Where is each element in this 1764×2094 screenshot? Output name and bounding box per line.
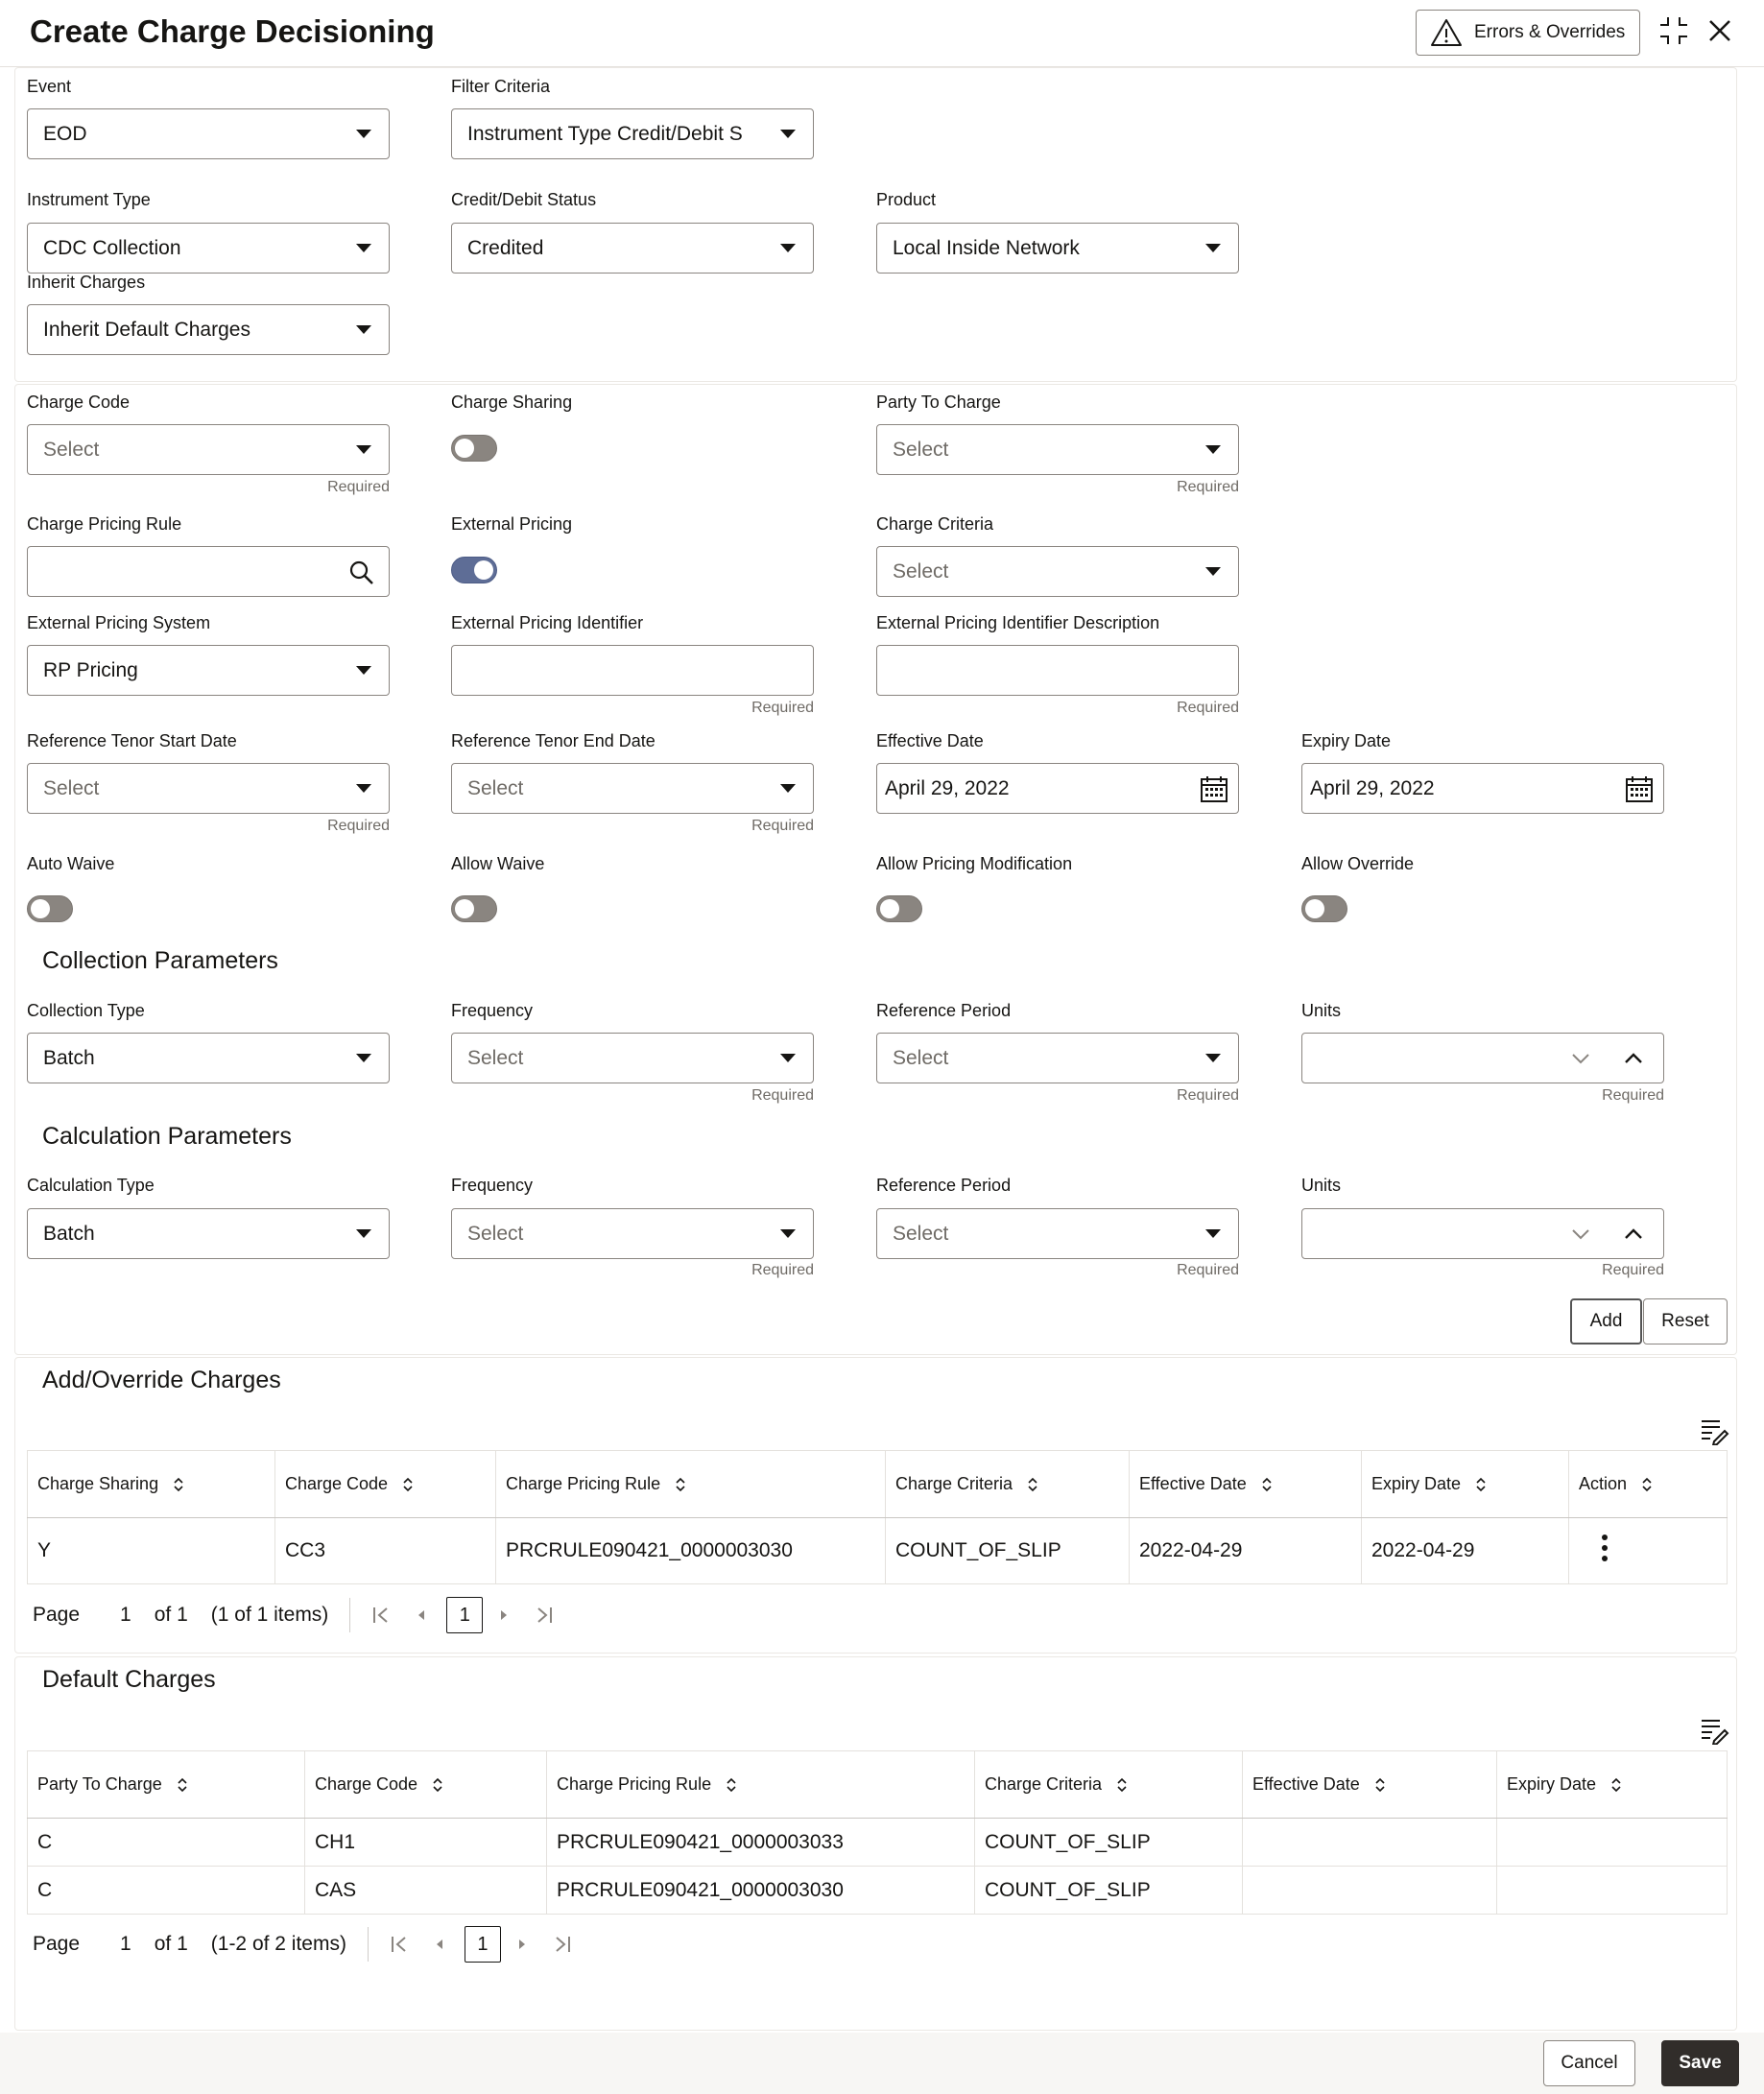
allow-override-label: Allow Override	[1301, 854, 1415, 873]
sort-icon[interactable]	[172, 1475, 185, 1494]
first-page-icon[interactable]	[369, 1604, 393, 1627]
external-pricing-identifier-desc-label: External Pricing Identifier Description	[876, 613, 1160, 632]
add-override-pager	[33, 1597, 556, 1633]
cancel-button[interactable]: Cancel	[1543, 2040, 1635, 2086]
ref-tenor-start-required: Required	[327, 818, 390, 834]
charge-criteria-label: Charge Criteria	[876, 514, 994, 534]
table-cell: PRCRULE090421_0000003030	[496, 1518, 886, 1584]
next-page-icon[interactable]	[496, 1604, 512, 1627]
prev-page-icon[interactable]	[432, 1933, 447, 1956]
collection-ref-period-select[interactable]	[876, 1033, 1239, 1083]
save-button[interactable]: Save	[1661, 2040, 1739, 2086]
edit-columns-icon[interactable]	[1699, 1718, 1729, 1745]
footer-bar	[0, 2033, 1764, 2094]
maximize-icon[interactable]	[1657, 13, 1691, 48]
first-page-icon[interactable]	[388, 1933, 411, 1956]
pager-items-label: (1 of 1 items)	[210, 1604, 329, 1626]
chevron-down-icon	[1205, 567, 1221, 576]
column-header[interactable]	[28, 1751, 305, 1819]
collection-frequency-select[interactable]	[451, 1033, 814, 1083]
ref-tenor-end-select[interactable]	[451, 763, 814, 814]
column-header[interactable]	[275, 1451, 496, 1518]
external-pricing-identifier-input[interactable]	[451, 645, 814, 696]
expiry-date-input[interactable]	[1301, 763, 1664, 814]
table-cell: PRCRULE090421_0000003033	[547, 1819, 975, 1867]
errors-overrides-label: Errors & Overrides	[1474, 22, 1626, 42]
chevron-down-icon	[356, 1229, 371, 1238]
party-to-charge-required: Required	[1177, 479, 1239, 495]
edit-columns-icon[interactable]	[1699, 1418, 1729, 1445]
collection-frequency-placeholder: Select	[467, 1046, 524, 1069]
inherit-charges-select[interactable]	[27, 304, 390, 355]
credit-debit-status-label: Credit/Debit Status	[451, 190, 597, 209]
charge-sharing-label: Charge Sharing	[451, 393, 573, 412]
column-header[interactable]	[1130, 1451, 1362, 1518]
chevron-down-icon	[356, 1054, 371, 1062]
ref-tenor-start-label: Reference Tenor Start Date	[27, 731, 237, 750]
inherit-charges-label: Inherit Charges	[27, 273, 146, 292]
default-charges-title: Default Charges	[42, 1666, 216, 1693]
chevron-down-icon	[1205, 244, 1221, 252]
column-label: Charge Criteria	[895, 1473, 1013, 1493]
table-cell: COUNT_OF_SLIP	[975, 1867, 1243, 1915]
column-label: Charge Pricing Rule	[506, 1473, 661, 1493]
auto-waive-toggle[interactable]	[27, 895, 73, 922]
pager-page-label: Page	[33, 1604, 81, 1626]
ref-tenor-end-label: Reference Tenor End Date	[451, 731, 656, 750]
sort-icon[interactable]	[431, 1775, 444, 1795]
external-pricing-label: External Pricing	[451, 514, 573, 534]
collection-ref-period-placeholder: Select	[893, 1046, 949, 1069]
charge-criteria-placeholder: Select	[893, 559, 949, 583]
chevron-down-icon	[356, 244, 371, 252]
sort-icon[interactable]	[1609, 1775, 1623, 1795]
table-cell: CH1	[305, 1819, 547, 1867]
collection-parameters-title: Collection Parameters	[42, 947, 278, 974]
chevron-down-icon	[1205, 1229, 1221, 1238]
collection-ref-period-required: Required	[1177, 1087, 1239, 1104]
collection-units-label: Units	[1301, 1001, 1342, 1020]
instrument-type-label: Instrument Type	[27, 190, 151, 209]
default-charges-table	[27, 1750, 1728, 1915]
sort-icon[interactable]	[401, 1475, 415, 1494]
charge-code-required: Required	[327, 479, 390, 495]
column-header[interactable]	[547, 1751, 975, 1819]
column-label: Action	[1579, 1473, 1628, 1493]
page-header	[0, 0, 1764, 67]
sort-icon[interactable]	[1640, 1475, 1654, 1494]
pager-page-input[interactable]: 1	[120, 1604, 131, 1626]
pager-divider	[368, 1927, 369, 1962]
collection-units-input[interactable]	[1301, 1033, 1664, 1083]
pager-page-input[interactable]: 1	[120, 1933, 131, 1955]
pager-of-label: of 1	[154, 1604, 188, 1626]
ref-tenor-end-placeholder: Select	[467, 776, 524, 799]
calculation-type-label: Calculation Type	[27, 1176, 155, 1195]
external-pricing-system-label: External Pricing System	[27, 613, 211, 632]
chevron-down-icon	[356, 784, 371, 793]
table-cell	[1243, 1867, 1497, 1915]
warning-icon	[1430, 18, 1463, 47]
allow-override-toggle[interactable]	[1301, 895, 1347, 922]
charge-criteria-select[interactable]	[876, 546, 1239, 597]
last-page-icon[interactable]	[533, 1604, 556, 1627]
calendar-icon[interactable]	[1625, 774, 1654, 803]
search-icon[interactable]	[348, 559, 375, 586]
table-cell: COUNT_OF_SLIP	[886, 1518, 1130, 1584]
column-header[interactable]	[886, 1451, 1130, 1518]
column-label: Expiry Date	[1371, 1473, 1462, 1493]
event-label: Event	[27, 77, 72, 96]
table-cell: CAS	[305, 1867, 547, 1915]
collection-type-label: Collection Type	[27, 1001, 145, 1020]
external-pricing-identifier-desc-required: Required	[1177, 700, 1239, 716]
errors-overrides-button[interactable]	[1416, 10, 1640, 56]
calculation-frequency-required: Required	[751, 1262, 814, 1278]
sort-icon[interactable]	[1474, 1475, 1488, 1494]
charge-code-placeholder: Select	[43, 438, 100, 461]
sort-icon[interactable]	[1026, 1475, 1039, 1494]
allow-waive-label: Allow Waive	[451, 854, 545, 873]
auto-waive-label: Auto Waive	[27, 854, 115, 873]
column-label: Charge Code	[315, 1773, 418, 1794]
calculation-ref-period-select[interactable]	[876, 1208, 1239, 1259]
pager-page-label: Page	[33, 1933, 81, 1955]
column-header[interactable]	[1569, 1451, 1728, 1518]
table-header-row	[28, 1751, 1728, 1819]
effective-date-value: April 29, 2022	[885, 776, 1010, 799]
column-header[interactable]	[1362, 1451, 1569, 1518]
table-cell: CC3	[275, 1518, 496, 1584]
table-cell: Y	[28, 1518, 275, 1584]
reset-button[interactable]: Reset	[1643, 1298, 1728, 1344]
external-pricing-system-value: RP Pricing	[43, 658, 138, 681]
collection-type-value: Batch	[43, 1046, 95, 1069]
page-title: Create Charge Decisioning	[30, 13, 435, 49]
pager-of-label: of 1	[154, 1933, 188, 1955]
table-cell	[1243, 1819, 1497, 1867]
calculation-ref-period-label: Reference Period	[876, 1176, 1012, 1195]
chevron-down-icon[interactable]	[1570, 1049, 1591, 1068]
sort-icon[interactable]	[674, 1475, 687, 1494]
charge-pricing-rule-input[interactable]	[27, 546, 390, 597]
external-pricing-system-select[interactable]	[27, 645, 390, 696]
product-label: Product	[876, 190, 937, 209]
sort-icon[interactable]	[1115, 1775, 1129, 1795]
close-icon[interactable]	[1703, 13, 1737, 48]
credit-debit-status-select[interactable]	[451, 223, 814, 274]
filter-criteria-value: Instrument Type Credit/Debit S	[467, 122, 743, 145]
filter-criteria-select[interactable]	[451, 108, 814, 159]
calendar-icon[interactable]	[1200, 774, 1228, 803]
chevron-down-icon	[780, 130, 796, 138]
calculation-units-input[interactable]	[1301, 1208, 1664, 1259]
calculation-ref-period-required: Required	[1177, 1262, 1239, 1278]
credit-debit-status-value: Credited	[467, 236, 544, 259]
party-to-charge-select[interactable]	[876, 424, 1239, 475]
default-charges-pager	[33, 1926, 574, 1963]
pager-current-page[interactable]: 1	[446, 1597, 483, 1633]
event-value: EOD	[43, 122, 87, 145]
table-cell: C	[28, 1819, 305, 1867]
last-page-icon[interactable]	[551, 1933, 574, 1956]
table-row[interactable]	[28, 1518, 1728, 1584]
column-header[interactable]	[305, 1751, 547, 1819]
table-cell: COUNT_OF_SLIP	[975, 1819, 1243, 1867]
event-select[interactable]	[27, 108, 390, 159]
chevron-down-icon	[1205, 1054, 1221, 1062]
column-label: Effective Date	[1139, 1473, 1247, 1493]
inherit-charges-value: Inherit Default Charges	[43, 318, 250, 341]
column-label: Charge Code	[285, 1473, 389, 1493]
chevron-down-icon	[780, 784, 796, 793]
product-select[interactable]	[876, 223, 1239, 274]
product-value: Local Inside Network	[893, 236, 1080, 259]
add-override-charges-title: Add/Override Charges	[42, 1367, 281, 1393]
ref-tenor-start-placeholder: Select	[43, 776, 100, 799]
calculation-frequency-placeholder: Select	[467, 1222, 524, 1245]
allow-waive-toggle[interactable]	[451, 895, 497, 922]
allow-pricing-mod-label: Allow Pricing Modification	[876, 854, 1073, 873]
table-header-row	[28, 1451, 1728, 1518]
chevron-down-icon	[780, 1229, 796, 1238]
calculation-frequency-label: Frequency	[451, 1176, 534, 1195]
chevron-up-icon[interactable]	[1623, 1225, 1644, 1244]
column-label: Party To Charge	[37, 1773, 162, 1794]
charge-code-select[interactable]	[27, 424, 390, 475]
chevron-down-icon[interactable]	[1570, 1225, 1591, 1244]
expiry-date-label: Expiry Date	[1301, 731, 1392, 750]
external-pricing-identifier-label: External Pricing Identifier	[451, 613, 644, 632]
sort-icon[interactable]	[1373, 1775, 1387, 1795]
collection-frequency-label: Frequency	[451, 1001, 534, 1020]
chevron-down-icon	[356, 666, 371, 675]
pager-items-label: (1-2 of 2 items)	[210, 1933, 346, 1955]
column-header[interactable]	[28, 1451, 275, 1518]
chevron-down-icon	[356, 445, 371, 454]
chevron-down-icon	[780, 244, 796, 252]
table-row[interactable]	[28, 1819, 1728, 1867]
add-override-table	[27, 1450, 1728, 1584]
chevron-down-icon	[356, 325, 371, 334]
party-to-charge-placeholder: Select	[893, 438, 949, 461]
column-header[interactable]	[496, 1451, 886, 1518]
column-label: Effective Date	[1252, 1773, 1360, 1794]
external-pricing-identifier-required: Required	[751, 700, 814, 716]
pager-divider	[349, 1598, 350, 1632]
effective-date-label: Effective Date	[876, 731, 984, 750]
more-actions-icon[interactable]	[1600, 1534, 1609, 1562]
external-pricing-identifier-desc-input[interactable]	[876, 645, 1239, 696]
table-cell	[1497, 1819, 1728, 1867]
sort-icon[interactable]	[725, 1775, 738, 1795]
table-cell: PRCRULE090421_0000003030	[547, 1867, 975, 1915]
charge-sharing-toggle[interactable]	[451, 435, 497, 462]
calculation-units-required: Required	[1602, 1262, 1664, 1278]
chevron-down-icon	[780, 1054, 796, 1062]
charge-pricing-rule-label: Charge Pricing Rule	[27, 514, 182, 534]
expiry-date-value: April 29, 2022	[1310, 776, 1435, 799]
pager-current-page[interactable]: 1	[465, 1926, 501, 1963]
sort-icon[interactable]	[1260, 1475, 1274, 1494]
effective-date-input[interactable]	[876, 763, 1239, 814]
column-label: Charge Sharing	[37, 1473, 159, 1493]
table-cell: 2022-04-29	[1362, 1518, 1569, 1584]
external-pricing-toggle[interactable]	[451, 557, 497, 583]
collection-units-required: Required	[1602, 1087, 1664, 1104]
collection-type-select[interactable]	[27, 1033, 390, 1083]
party-to-charge-label: Party To Charge	[876, 393, 1001, 412]
sort-icon[interactable]	[176, 1775, 189, 1795]
chevron-up-icon[interactable]	[1623, 1049, 1644, 1068]
allow-pricing-mod-toggle[interactable]	[876, 895, 922, 922]
table-cell: 2022-04-29	[1130, 1518, 1362, 1584]
calculation-frequency-select[interactable]	[451, 1208, 814, 1259]
column-label: Charge Pricing Rule	[557, 1773, 712, 1794]
instrument-type-value: CDC Collection	[43, 236, 181, 259]
ref-tenor-start-select[interactable]	[27, 763, 390, 814]
chevron-down-icon	[1205, 445, 1221, 454]
table-cell	[1569, 1518, 1728, 1584]
ref-tenor-end-required: Required	[751, 818, 814, 834]
add-button[interactable]: Add	[1570, 1298, 1642, 1344]
table-row[interactable]	[28, 1867, 1728, 1915]
calculation-units-label: Units	[1301, 1176, 1342, 1195]
table-cell: C	[28, 1867, 305, 1915]
collection-ref-period-label: Reference Period	[876, 1001, 1012, 1020]
calculation-parameters-title: Calculation Parameters	[42, 1123, 292, 1150]
charge-code-label: Charge Code	[27, 393, 131, 412]
calculation-type-select[interactable]	[27, 1208, 390, 1259]
column-header[interactable]	[1497, 1751, 1728, 1819]
column-header[interactable]	[975, 1751, 1243, 1819]
table-cell	[1497, 1867, 1728, 1915]
filter-criteria-label: Filter Criteria	[451, 77, 551, 96]
calculation-type-value: Batch	[43, 1222, 95, 1245]
collection-frequency-required: Required	[751, 1087, 814, 1104]
next-page-icon[interactable]	[514, 1933, 530, 1956]
column-header[interactable]	[1243, 1751, 1497, 1819]
prev-page-icon[interactable]	[414, 1604, 429, 1627]
chevron-down-icon	[356, 130, 371, 138]
column-label: Expiry Date	[1507, 1773, 1597, 1794]
column-label: Charge Criteria	[985, 1773, 1103, 1794]
instrument-type-select[interactable]	[27, 223, 390, 274]
calculation-ref-period-placeholder: Select	[893, 1222, 949, 1245]
